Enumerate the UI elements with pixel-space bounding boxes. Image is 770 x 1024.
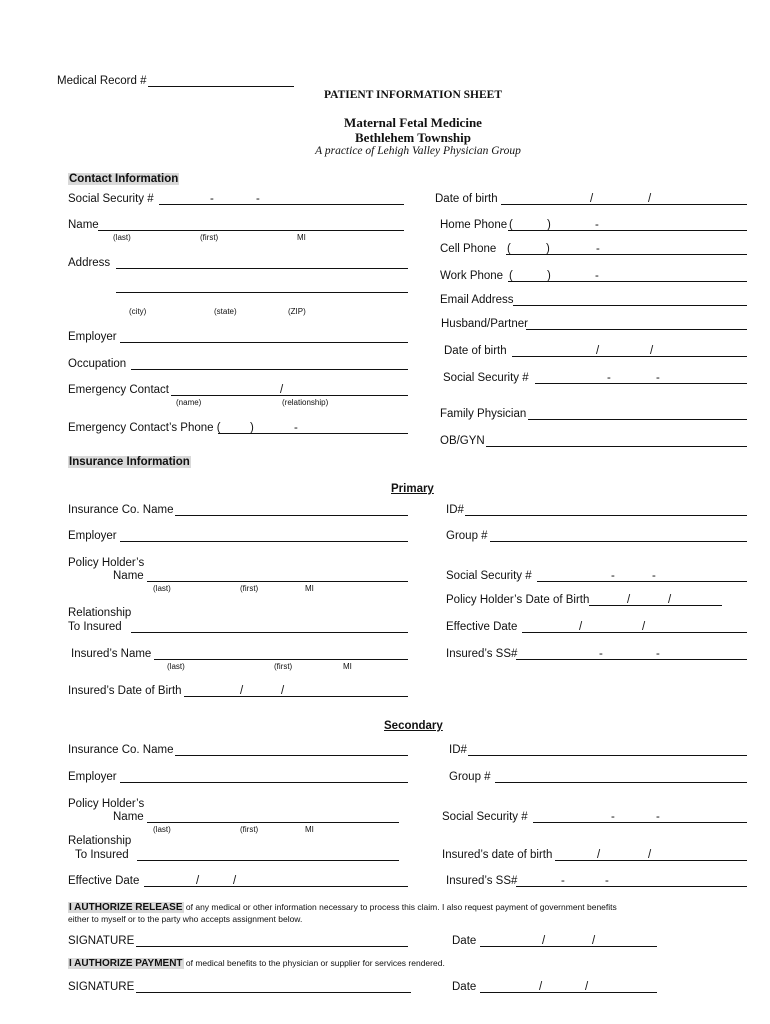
ssn-dash: - — [656, 648, 660, 660]
date-slash: / — [542, 935, 546, 947]
date-slash: / — [240, 685, 244, 697]
emergency-phone-label: Emergency Contact’s Phone ( — [68, 422, 221, 434]
paren: ) — [547, 219, 551, 231]
holder-dob-field[interactable] — [589, 605, 722, 606]
secondary-id-label: ID# — [449, 744, 467, 756]
secondary-holder-label-2: Name — [113, 811, 144, 823]
phone-dash: - — [294, 422, 298, 434]
secondary-group-label: Group # — [449, 771, 491, 783]
primary-holder-label-1: Policy Holder’s — [68, 557, 145, 569]
date-slash: / — [668, 594, 672, 606]
date-slash: / — [627, 594, 631, 606]
holder-sub-mi: MI — [305, 825, 314, 834]
date-slash: / — [196, 875, 200, 887]
practice-affiliation: A practice of Lehigh Valley Physician Group — [315, 145, 521, 157]
name-label: Name — [68, 219, 99, 231]
secondary-employer-field[interactable] — [120, 782, 408, 783]
email-field[interactable] — [513, 305, 747, 306]
practice-name: Maternal Fetal Medicine — [344, 115, 482, 130]
insureds-dob-field[interactable] — [184, 696, 408, 697]
address-sub-city: (city) — [129, 307, 147, 316]
paren: ( — [509, 219, 513, 231]
secondary-relationship-label-1: Relationship — [68, 835, 132, 847]
phone-dash: - — [595, 270, 599, 282]
medical-record-field[interactable] — [148, 86, 294, 87]
primary-employer-label: Employer — [68, 530, 117, 542]
primary-effective-date-label: Effective Date — [446, 621, 518, 633]
signature-1-field[interactable] — [136, 946, 408, 947]
primary-relationship-label-2: To Insured — [68, 621, 122, 633]
email-label: Email Address — [440, 294, 514, 306]
secondary-co-name-label: Insurance Co. Name — [68, 744, 174, 756]
paren: ) — [250, 422, 254, 434]
date-slash: / — [597, 849, 601, 861]
secondary-title: Secondary — [384, 720, 443, 732]
employer-field[interactable] — [120, 342, 408, 343]
work-phone-field[interactable] — [508, 281, 747, 282]
secondary-employer-label: Employer — [68, 771, 117, 783]
insured-sub-last: (last) — [167, 662, 185, 671]
secondary-ssn-label: Social Security # — [442, 811, 528, 823]
phone-dash: - — [596, 243, 600, 255]
emergency-phone-field[interactable] — [218, 433, 408, 434]
name-sub-first: (first) — [200, 233, 219, 242]
insured-sub-first: (first) — [274, 662, 293, 671]
date-2-label: Date — [452, 981, 477, 993]
payment-statement: I AUTHORIZE PAYMENT of medical benefits to the physician or supplier for services rendered. — [69, 958, 445, 969]
primary-group-field[interactable] — [490, 541, 747, 542]
emergency-contact-field[interactable] — [171, 395, 408, 396]
partner-ssn-field[interactable] — [535, 383, 747, 384]
phone-dash: - — [595, 219, 599, 231]
insureds-name-label: Insured’s Name — [71, 648, 152, 660]
primary-relationship-label-1: Relationship — [68, 607, 132, 619]
ssn-dash: - — [611, 570, 615, 582]
primary-employer-field[interactable] — [120, 541, 408, 542]
date-slash: / — [585, 981, 589, 993]
secondary-ssn-field[interactable] — [533, 822, 747, 823]
contact-section-title: Contact Information — [69, 173, 179, 185]
signature-1-label: SIGNATURE — [68, 935, 135, 947]
work-phone-label: Work Phone — [440, 270, 504, 282]
holder-dob-label: Policy Holder’s Date of Birth — [446, 594, 590, 606]
cell-phone-label: Cell Phone — [440, 243, 497, 255]
primary-ssn-field[interactable] — [537, 581, 747, 582]
name-sub-mi: MI — [297, 233, 306, 242]
partner-dob-label: Date of birth — [444, 345, 507, 357]
family-physician-field[interactable] — [528, 419, 747, 420]
primary-title: Primary — [391, 483, 434, 495]
address-line2-field[interactable] — [116, 292, 408, 293]
date-slash: / — [648, 193, 652, 205]
date-slash: / — [648, 849, 652, 861]
signature-2-field[interactable] — [136, 992, 411, 993]
primary-holder-label-2: Name — [113, 570, 144, 582]
sheet-title: PATIENT INFORMATION SHEET — [323, 89, 503, 101]
date-2-field[interactable] — [480, 992, 657, 993]
practice-location: Bethlehem Township — [355, 130, 471, 145]
obgyn-field[interactable] — [486, 446, 747, 447]
secondary-insureds-dob-label: Insured’s date of birth — [442, 849, 553, 861]
emergency-sub-name: (name) — [176, 398, 202, 407]
date-slash: / — [281, 685, 285, 697]
ssn-field[interactable] — [159, 204, 404, 205]
ssn-dash: - — [656, 372, 660, 384]
insurance-section-title: Insurance Information — [69, 456, 190, 468]
secondary-id-field[interactable] — [468, 755, 747, 756]
date-slash: / — [592, 935, 596, 947]
secondary-effective-date-label: Effective Date — [68, 875, 140, 887]
medical-record-label: Medical Record # — [57, 75, 147, 87]
holder-sub-first: (first) — [240, 825, 259, 834]
primary-relationship-field[interactable] — [131, 632, 408, 633]
address-field[interactable] — [116, 268, 408, 269]
primary-insureds-ss-field[interactable] — [516, 659, 747, 660]
holder-sub-last: (last) — [153, 584, 171, 593]
name-field[interactable] — [98, 230, 404, 231]
name-sub-last: (last) — [113, 233, 131, 242]
release-statement-cont: either to myself or to the party who accepts assignment below. — [68, 914, 303, 924]
ssn-dash: - — [605, 875, 609, 887]
occupation-label: Occupation — [68, 358, 127, 370]
insureds-name-field[interactable] — [154, 659, 408, 660]
date-slash: / — [539, 981, 543, 993]
holder-sub-first: (first) — [240, 584, 259, 593]
date-slash: / — [650, 345, 654, 357]
ssn-dash: - — [652, 570, 656, 582]
address-sub-state: (state) — [214, 307, 237, 316]
emergency-contact-label: Emergency Contact — [68, 384, 169, 396]
partner-ssn-label: Social Security # — [443, 372, 529, 384]
primary-effective-date-field[interactable] — [522, 632, 747, 633]
ssn-dash: - — [599, 648, 603, 660]
secondary-relationship-label-2: To Insured — [75, 849, 129, 861]
address-label: Address — [68, 257, 111, 269]
paren: ( — [507, 243, 511, 255]
ssn-dash: - — [561, 875, 565, 887]
emergency-sub-relationship: (relationship) — [282, 398, 329, 407]
secondary-insureds-ss-label: Insured’s SS# — [446, 875, 518, 887]
primary-ssn-label: Social Security # — [446, 570, 532, 582]
signature-2-label: SIGNATURE — [68, 981, 135, 993]
primary-id-label: ID# — [446, 504, 464, 516]
emergency-slash: / — [280, 384, 284, 396]
secondary-co-name-field[interactable] — [175, 755, 408, 756]
paren: ) — [546, 243, 550, 255]
primary-co-name-field[interactable] — [175, 515, 408, 516]
date-1-label: Date — [452, 935, 477, 947]
paren: ( — [509, 270, 513, 282]
secondary-insureds-ss-field[interactable] — [516, 886, 747, 887]
dob-field[interactable] — [501, 204, 747, 205]
insured-sub-mi: MI — [343, 662, 352, 671]
date-slash: / — [579, 621, 583, 633]
ssn-dash: - — [656, 811, 660, 823]
date-1-field[interactable] — [480, 946, 657, 947]
husband-partner-field[interactable] — [526, 329, 747, 330]
holder-sub-mi: MI — [305, 584, 314, 593]
secondary-holder-label-1: Policy Holder’s — [68, 798, 145, 810]
cell-phone-field[interactable] — [506, 254, 747, 255]
paren: ) — [547, 270, 551, 282]
ssn-label: Social Security # — [68, 193, 154, 205]
release-statement: I AUTHORIZE RELEASE of any medical or other information necessary to process this claim. I also request payment of government benefits — [69, 902, 617, 913]
date-slash: / — [642, 621, 646, 633]
primary-insureds-ss-label: Insured’s SS# — [446, 648, 518, 660]
address-sub-zip: (ZIP) — [288, 307, 306, 316]
employer-label: Employer — [68, 331, 117, 343]
primary-holder-name-field[interactable] — [147, 581, 408, 582]
date-slash: / — [596, 345, 600, 357]
primary-co-name-label: Insurance Co. Name — [68, 504, 174, 516]
date-slash: / — [590, 193, 594, 205]
ssn-dash: - — [210, 193, 214, 205]
secondary-effective-date-field[interactable] — [144, 886, 408, 887]
ssn-dash: - — [256, 193, 260, 205]
date-slash: / — [233, 875, 237, 887]
family-physician-label: Family Physician — [440, 408, 527, 420]
home-phone-field[interactable] — [508, 230, 747, 231]
insureds-dob-label: Insured’s Date of Birth — [68, 685, 182, 697]
husband-partner-label: Husband/Partner — [441, 318, 528, 330]
partner-dob-field[interactable] — [512, 356, 747, 357]
home-phone-label: Home Phone — [440, 219, 508, 231]
primary-id-field[interactable] — [465, 515, 747, 516]
dob-label: Date of birth — [435, 193, 498, 205]
occupation-field[interactable] — [131, 369, 408, 370]
holder-sub-last: (last) — [153, 825, 171, 834]
ssn-dash: - — [607, 372, 611, 384]
obgyn-label: OB/GYN — [440, 435, 485, 447]
secondary-group-field[interactable] — [495, 782, 747, 783]
secondary-holder-name-field[interactable] — [147, 822, 399, 823]
ssn-dash: - — [611, 811, 615, 823]
secondary-relationship-field[interactable] — [137, 860, 399, 861]
primary-group-label: Group # — [446, 530, 488, 542]
